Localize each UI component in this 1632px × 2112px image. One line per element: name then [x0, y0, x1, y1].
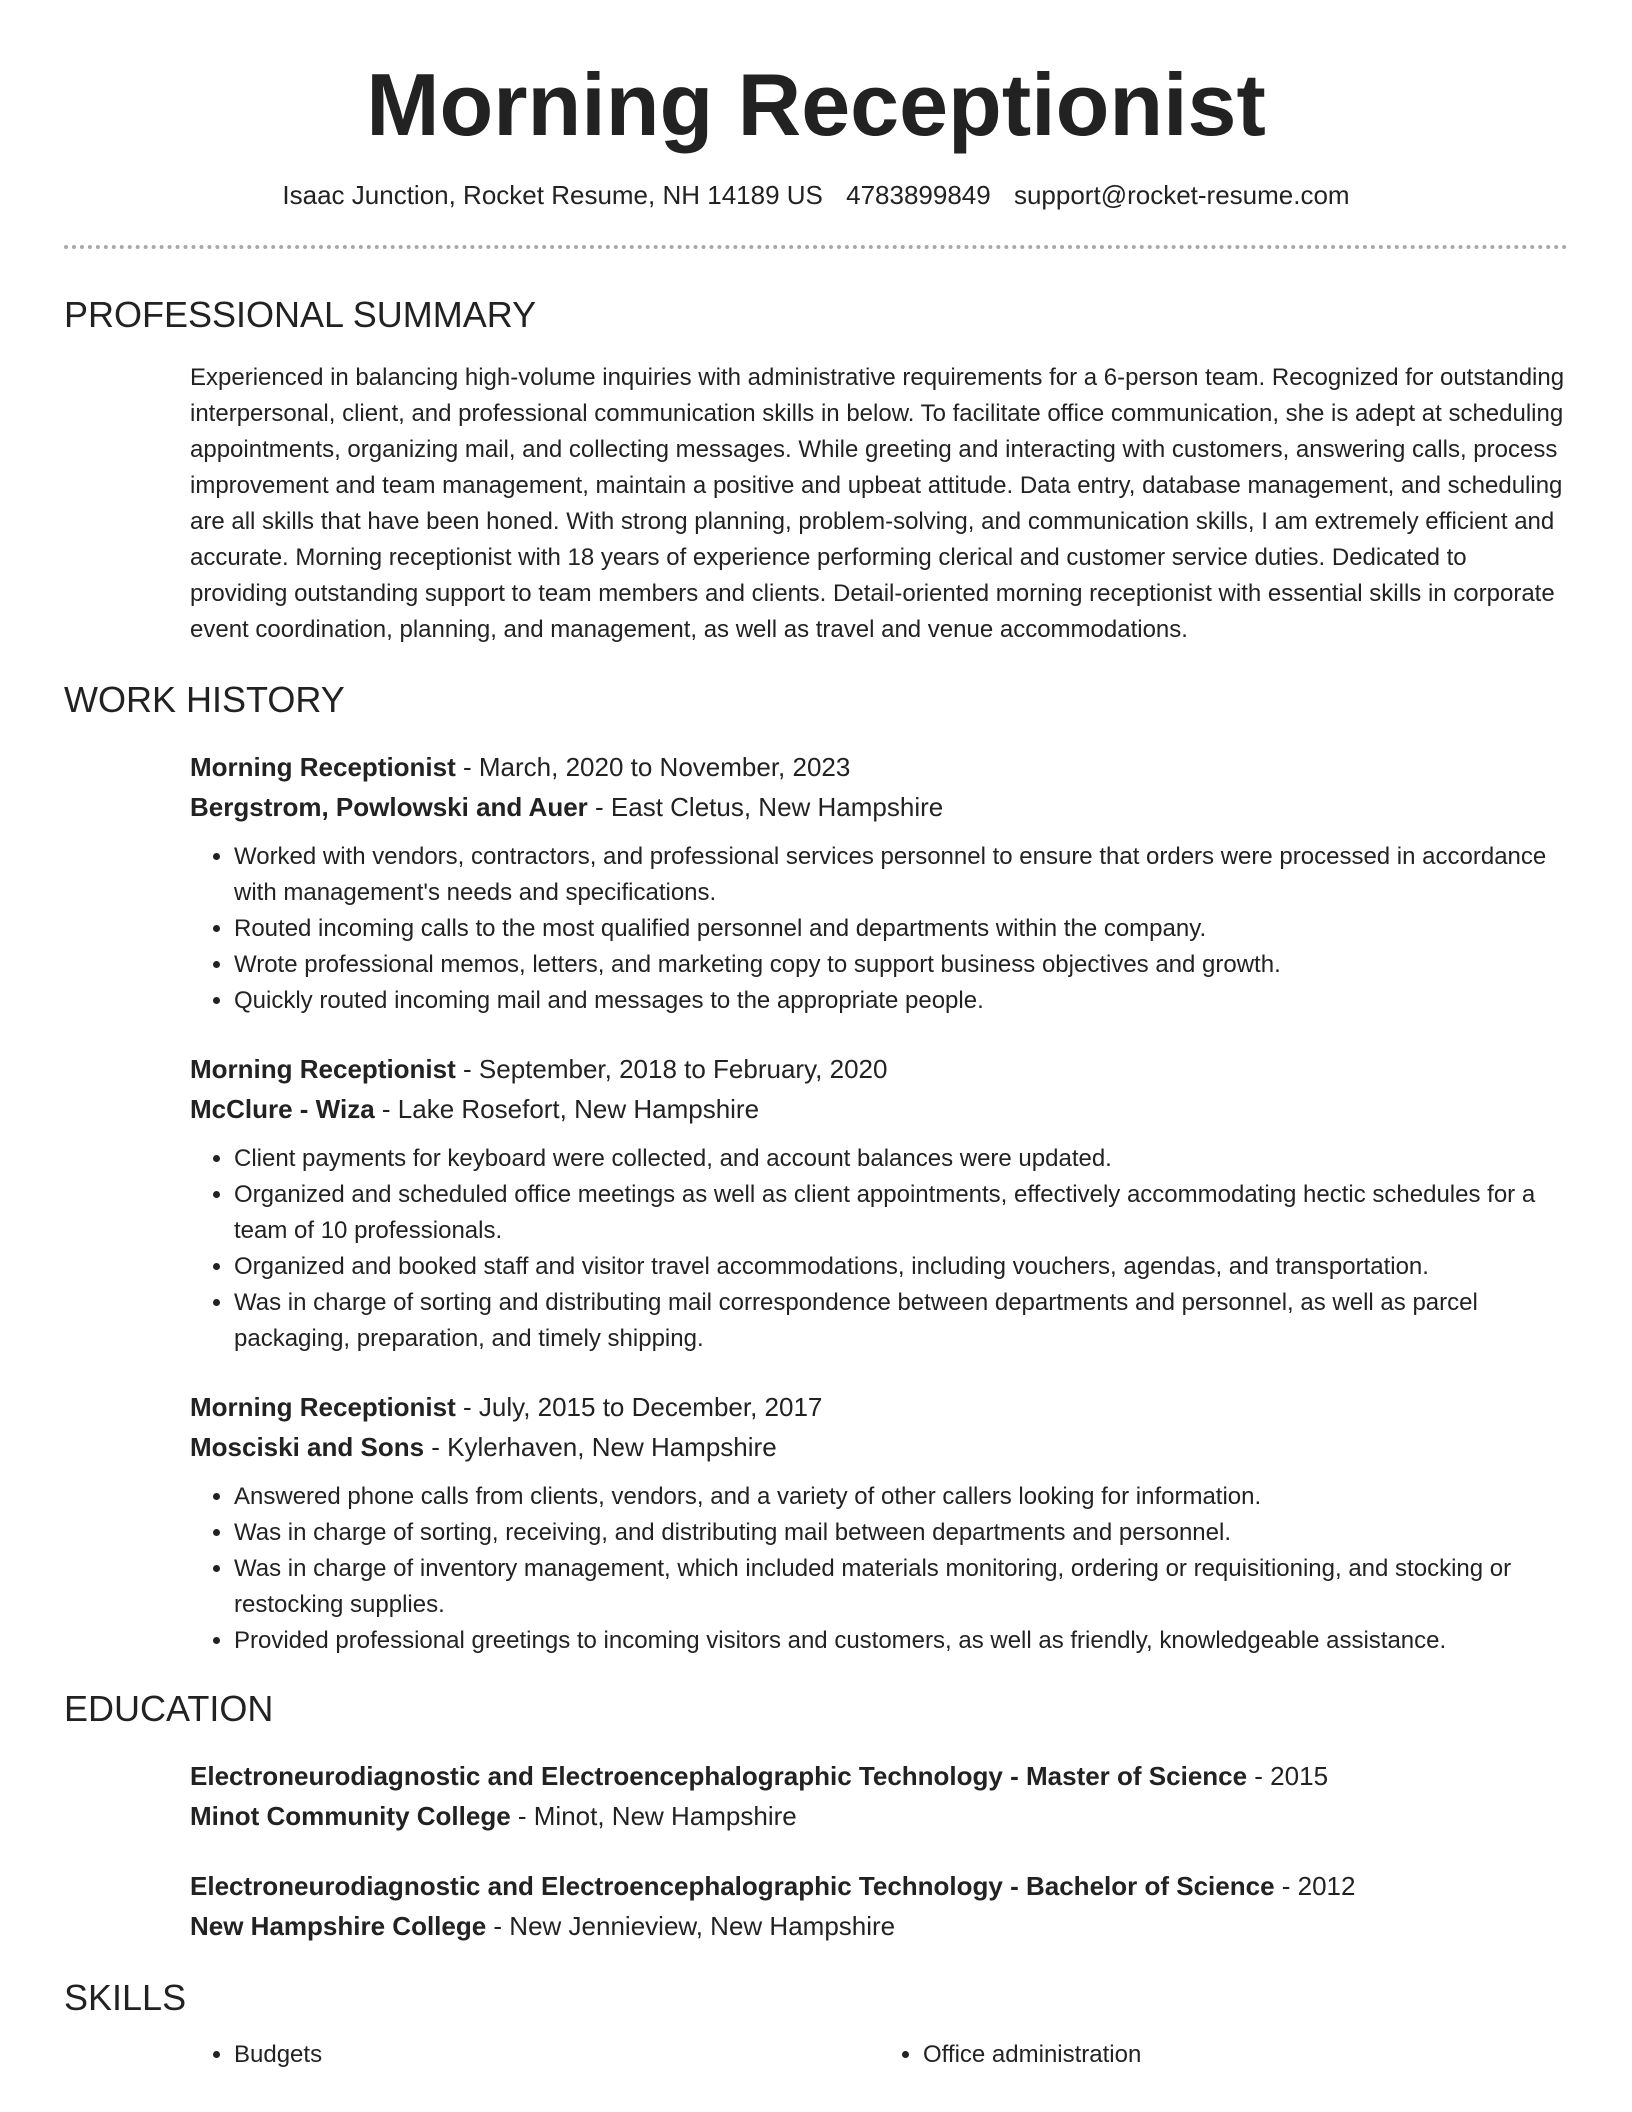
degree-line	[190, 1866, 1568, 1906]
job-entry	[190, 1049, 1568, 1357]
job-company: McClure - Wiza	[190, 1093, 375, 1124]
contact-address: Isaac Junction, Rocket Resume, NH 14189 US	[282, 179, 823, 210]
job-entry	[190, 747, 1568, 1019]
summary-heading: PROFESSIONAL SUMMARY	[64, 293, 537, 335]
job-title-line	[190, 747, 1568, 787]
degree-line	[190, 1756, 1568, 1796]
job-dates: - July, 2015 to December, 2017	[455, 1391, 823, 1422]
job-company: Bergstrom, Powlowski and Auer	[190, 791, 588, 822]
job-entry	[190, 1387, 1568, 1659]
education-heading: EDUCATION	[64, 1687, 274, 1729]
job-bullet: • Was in charge of sorting, receiving, and distributing mail between departments and personnel.	[234, 1515, 1568, 1551]
skill-item: • Budgets	[234, 2037, 879, 2073]
job-title-line	[190, 1049, 1568, 1089]
job-bullets	[190, 839, 1568, 1019]
job-bullet: • Worked with vendors, contractors, and professional services personnel to ensure that orders were processed in accordance with management's needs and specifications.	[234, 839, 1568, 911]
contact-line	[0, 180, 1632, 211]
job-bullet: • Organized and booked staff and visitor travel accommodations, including vouchers, agendas, and transportation.	[234, 1249, 1568, 1285]
job-bullet: • Answered phone calls from clients, vendors, and a variety of other callers looking for information.	[234, 1479, 1568, 1515]
job-title: Morning Receptionist	[190, 751, 456, 782]
work-history-heading: WORK HISTORY	[64, 678, 345, 720]
job-bullet: • Was in charge of sorting and distributing mail correspondence between departments and personnel, as well as parcel packaging, preparation, and timely shipping.	[234, 1285, 1568, 1357]
degree-title: Electroneurodiagnostic and Electroencephalographic Technology - Bachelor of Science	[190, 1871, 1275, 1902]
job-location: - Kylerhaven, New Hampshire	[424, 1431, 777, 1462]
job-bullet: • Quickly routed incoming mail and messages to the appropriate people.	[234, 983, 1568, 1019]
job-bullet: • Wrote professional memos, letters, and marketing copy to support business objectives and growth.	[234, 947, 1568, 983]
skills-list	[190, 2037, 1568, 2073]
job-dates: - September, 2018 to February, 2020	[455, 1053, 888, 1084]
school-line	[190, 1906, 1568, 1946]
job-location: - Lake Rosefort, New Hampshire	[374, 1093, 760, 1124]
degree-title: Electroneurodiagnostic and Electroencephalographic Technology - Master of Science	[190, 1761, 1248, 1792]
job-bullet: • Provided professional greetings to incoming visitors and customers, as well as friendly, knowledgeable assistance.	[234, 1623, 1568, 1659]
resume-name: Morning Receptionist	[366, 55, 1266, 154]
job-bullets	[190, 1141, 1568, 1357]
skills-column-right	[879, 2037, 1568, 2073]
job-bullet: • Routed incoming calls to the most qualified personnel and departments within the company.	[234, 911, 1568, 947]
resume-header	[0, 0, 1632, 211]
job-bullets	[190, 1479, 1568, 1659]
job-title: Morning Receptionist	[190, 1391, 456, 1422]
job-company-line	[190, 1089, 1568, 1129]
job-company-line	[190, 1427, 1568, 1467]
job-bullet: • Organized and scheduled office meetings as well as client appointments, effectively accommodating hectic schedules for a team of 10 professionals.	[234, 1177, 1568, 1249]
job-title: Morning Receptionist	[190, 1053, 456, 1084]
job-location: - East Cletus, New Hampshire	[587, 791, 944, 822]
school-location: - New Jennieview, New Hampshire	[486, 1911, 896, 1942]
header-divider	[64, 245, 1568, 249]
job-company-line	[190, 787, 1568, 827]
job-company: Mosciski and Sons	[190, 1431, 425, 1462]
skills-column-left	[190, 2037, 879, 2073]
degree-year: - 2012	[1274, 1871, 1356, 1902]
job-bullet: • Client payments for keyboard were collected, and account balances were updated.	[234, 1141, 1568, 1177]
contact-email: support@rocket-resume.com	[1013, 179, 1350, 210]
contact-phone: 4783899849	[846, 179, 991, 210]
summary-text: Experienced in balancing high-volume inquiries with administrative requirements for a 6-person team. Recognized for outstanding interpersonal, client, and professional communication skills in below. To facilitate office communication, she is adept at scheduling appointments, organizing mail, and collecting messages. While greeting and interacting with customers, answering calls, process improvement and team management, maintain a positive and upbeat attitude. Data entry, database management, and scheduling are all skills that have been honed. With strong planning, problem-solving, and communication skills, I am extremely efficient and accurate. Morning receptionist with 18 years of experience performing clerical and customer service duties. Dedicated to providing outstanding support to team members and clients. Detail-oriented morning receptionist with essential skills in corporate event coordination, planning, and management, as well as travel and venue accommodations.	[190, 363, 1565, 643]
education-entry	[190, 1756, 1568, 1836]
school-name: New Hampshire College	[190, 1911, 487, 1942]
job-dates: - March, 2020 to November, 2023	[455, 751, 851, 782]
skills-heading: SKILLS	[64, 1977, 187, 2019]
school-line	[190, 1796, 1568, 1836]
job-bullet: • Was in charge of inventory management, which included materials monitoring, ordering or requisitioning, and stocking or restocking supplies.	[234, 1551, 1568, 1623]
school-name: Minot Community College	[190, 1801, 511, 1832]
school-location: - Minot, New Hampshire	[510, 1801, 797, 1832]
education-entry	[190, 1866, 1568, 1946]
skill-item: • Office administration	[923, 2037, 1568, 2073]
job-title-line	[190, 1387, 1568, 1427]
degree-year: - 2015	[1247, 1761, 1329, 1792]
